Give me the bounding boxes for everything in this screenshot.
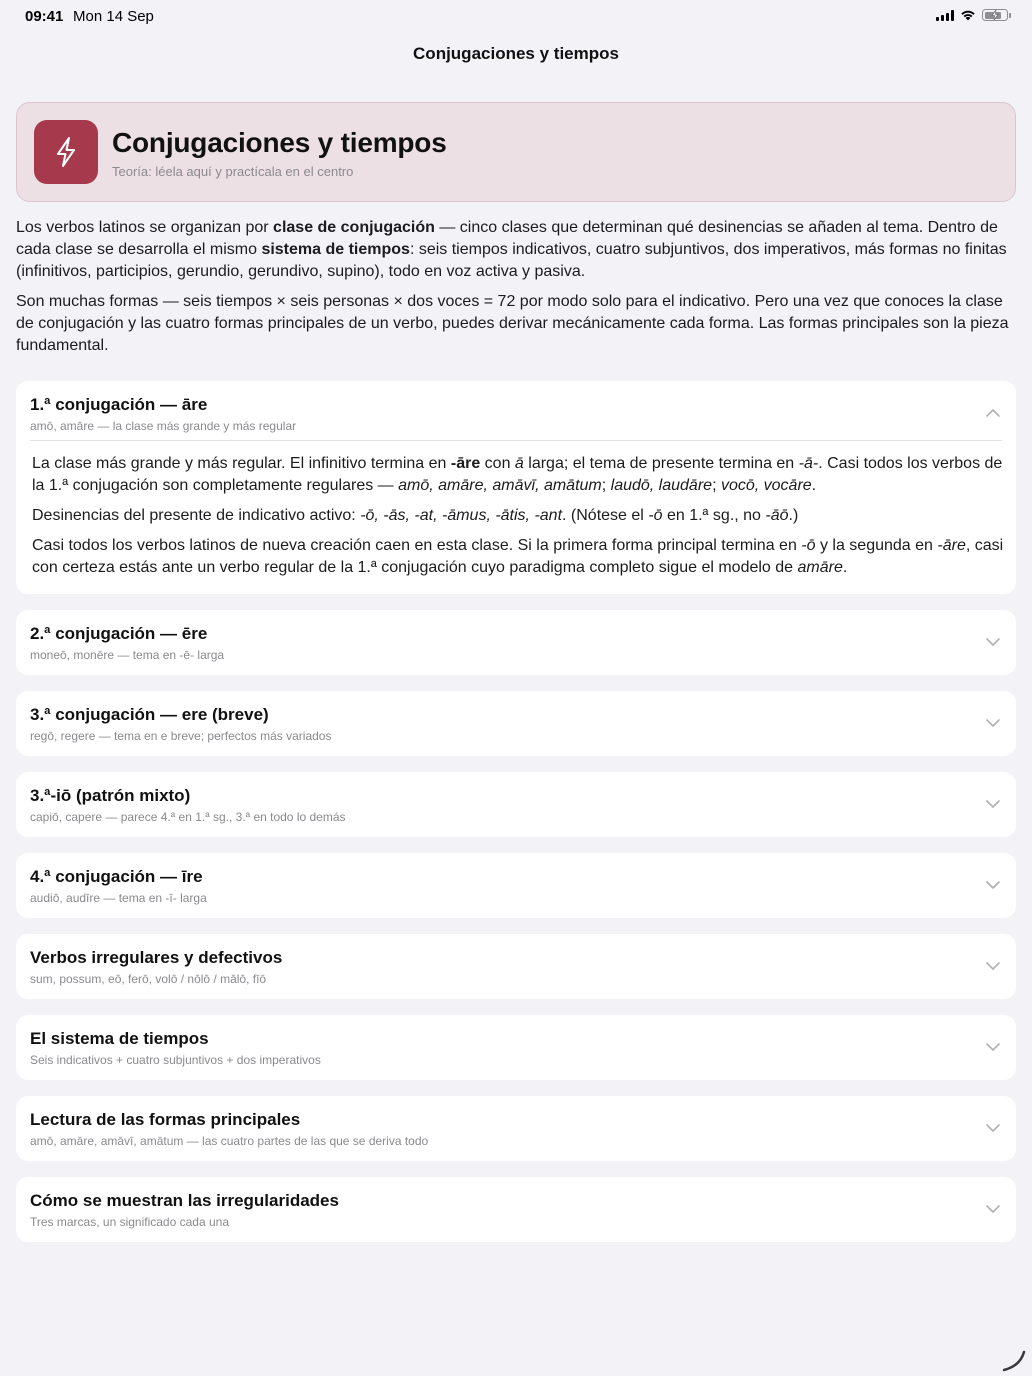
chevron-up-icon[interactable]: [984, 404, 1002, 422]
section-subtitle: capiō, capere — parece 4.ª en 1.ª sg., 3.ª en todo lo demás: [30, 810, 346, 824]
bolt-icon: [34, 120, 98, 184]
body-paragraph-3: Casi todos los verbos latinos de nueva creación caen en esta clase. Si la primera forma principal termina en -ō y la segunda en -āre, casi con certeza estás ante un verbo regular de la 1.ª conjugación cuyo paradigma completo sigue el modelo de amāre.: [32, 537, 1004, 576]
section-formas-principales[interactable]: [16, 1096, 1016, 1161]
chevron-down-icon[interactable]: [984, 1200, 1002, 1218]
section-sistema-de-tiempos[interactable]: [16, 1015, 1016, 1080]
section-title: 3.ª-iō (patrón mixto): [30, 786, 191, 805]
section-title: 4.ª conjugación — īre: [30, 867, 203, 886]
divider: [30, 440, 1002, 441]
section-title: Lectura de las formas principales: [30, 1110, 301, 1129]
section-title: 2.ª conjugación — ēre: [30, 624, 208, 643]
status-date: Mon 14 Sep: [73, 8, 154, 25]
corner-gesture-indicator-icon: [1002, 1346, 1028, 1372]
section-3a-io-mixto[interactable]: [16, 772, 1016, 837]
section-1a-conjugacion[interactable]: [16, 381, 1016, 594]
section-subtitle: Seis indicativos + cuatro subjuntivos + dos imperativos: [30, 1053, 321, 1067]
wifi-icon: [960, 9, 976, 21]
section-subtitle: audiō, audīre — tema en -ī- larga: [30, 891, 207, 905]
section-body: [32, 453, 1004, 587]
section-subtitle: moneō, monēre — tema en -ē- larga: [30, 648, 225, 662]
body-paragraph-2: Desinencias del presente de indicativo activo: -ō, -ās, -at, -āmus, -ātis, -ant. (Nótese el -ō en 1.ª sg., no -āō.): [32, 507, 799, 524]
status-icons: [936, 9, 1008, 21]
header-subtitle: Teoría: léela aquí y practícala en el centro: [112, 164, 354, 179]
chevron-down-icon[interactable]: [984, 795, 1002, 813]
section-title: Verbos irregulares y defectivos: [30, 948, 283, 967]
chevron-down-icon[interactable]: [984, 714, 1002, 732]
header-card: [16, 102, 1016, 202]
nav-title: Conjugaciones y tiempos: [413, 44, 619, 63]
section-irregularidades[interactable]: [16, 1177, 1016, 1242]
chevron-down-icon[interactable]: [984, 633, 1002, 651]
section-title: 3.ª conjugación — ere (breve): [30, 705, 269, 724]
section-subtitle: amō, amāre, amāvī, amātum — las cuatro partes de las que se deriva todo: [30, 1134, 429, 1148]
cellular-signal-icon: [936, 10, 954, 21]
header-title: Conjugaciones y tiempos: [112, 127, 447, 158]
status-bar: [0, 0, 1032, 32]
section-subtitle: regō, regere — tema en e breve; perfectos más variados: [30, 729, 332, 743]
section-subtitle: sum, possum, eō, ferō, volō / nōlō / mālō, fīō: [30, 972, 267, 986]
intro-text: [16, 217, 1022, 365]
section-verbos-irregulares[interactable]: [16, 934, 1016, 999]
section-title: Cómo se muestran las irregularidades: [30, 1191, 339, 1210]
status-time: 09:41: [25, 8, 64, 25]
section-4a-conjugacion[interactable]: [16, 853, 1016, 918]
section-2a-conjugacion[interactable]: [16, 610, 1016, 675]
section-subtitle: Tres marcas, un significado cada una: [30, 1215, 229, 1229]
chevron-down-icon[interactable]: [984, 1119, 1002, 1137]
section-subtitle: amō, amāre — la clase más grande y más regular: [30, 419, 297, 433]
chevron-down-icon[interactable]: [984, 876, 1002, 894]
chevron-down-icon[interactable]: [984, 957, 1002, 975]
section-title: El sistema de tiempos: [30, 1029, 209, 1048]
battery-icon: [982, 9, 1008, 21]
chevron-down-icon[interactable]: [984, 1038, 1002, 1056]
section-3a-conjugacion[interactable]: [16, 691, 1016, 756]
section-title: 1.ª conjugación — āre: [30, 395, 208, 414]
intro-paragraph-1: Los verbos latinos se organizan por clase de conjugación — cinco clases que determinan qué desinencias se añaden al tema. Dentro de cada clase se desarrolla el mismo sistema de tiempos: seis tiempos indicativos, cuatro subjuntivos, dos imperativos, más formas no finitas (infinitivos, participios, gerundio, gerundivo, supino), todo en voz activa y pasiva.: [16, 219, 1007, 280]
body-paragraph-1: La clase más grande y más regular. El infinitivo termina en -āre con ā larga; el tema de presente termina en -ā-. Casi todos los verbos de la 1.ª conjugación son completamente regulares — amō, amāre, amāvī, amātum; laudō, laudāre; vocō, vocāre.: [32, 455, 1003, 494]
intro-paragraph-2: Son muchas formas — seis tiempos × seis personas × dos voces = 72 por modo solo para el indicativo. Pero una vez que conoces la clase de conjugación y las cuatro formas principales de un verbo, puedes derivar mecánicamente cada forma. Las formas principales son la pieza fundamental.: [16, 293, 1009, 354]
